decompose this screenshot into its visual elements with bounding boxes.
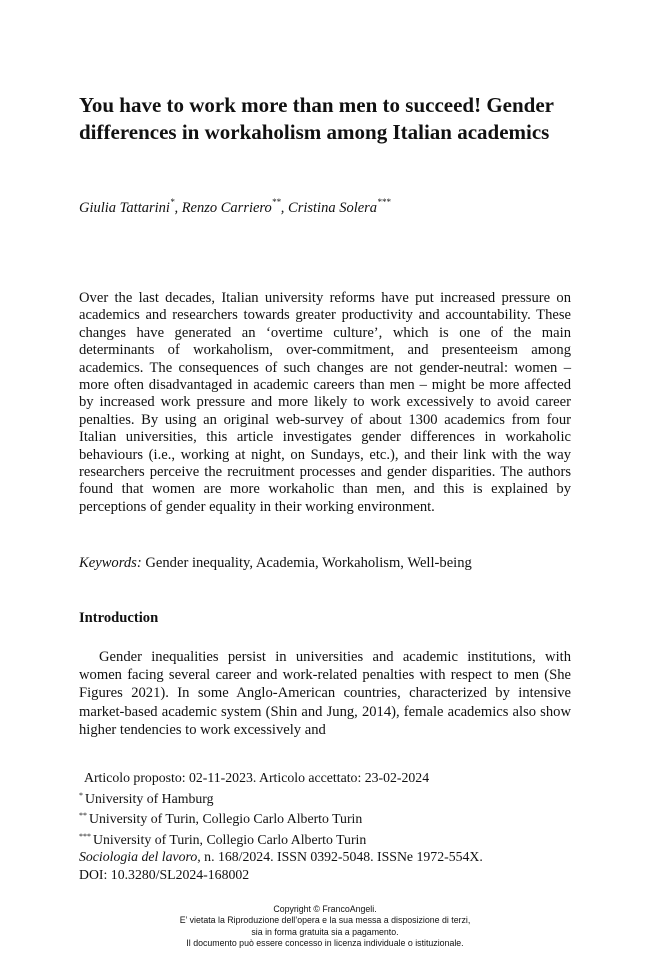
affiliation-mark: ** (79, 811, 87, 821)
article-title: You have to work more than men to succeed! Gender differences in workaholism among Italian academics (79, 93, 554, 144)
affiliation-text: University of Turin, Collegio Carlo Alberto Turin (89, 811, 363, 827)
copyright-line: sia in forma gratuita sia a pagamento. (251, 926, 399, 937)
doi: DOI: 10.3280/SL2024-168002 (79, 866, 250, 882)
author-name: Renzo Carriero (181, 200, 272, 216)
affiliation-note (79, 787, 579, 808)
section-heading-introduction: Introduction (79, 610, 159, 626)
copyright-line: Copyright © FrancoAngeli. (273, 904, 377, 914)
copyright-line: Il documento può essere concesso in licenza individuale o istituzionale. (186, 938, 464, 949)
journal-citation (79, 848, 579, 866)
author-separator: , (280, 200, 289, 216)
introduction-paragraph: Gender inequalities persist in universities and academic institutions, with women facing several career and work-related penalties with respect to men (She Figures 2021). In some Anglo-American countries, characterized by intensive market-based academic system (Shin and Jung, 2014), female academics also show higher tendencies to work excessively and (79, 649, 571, 738)
author-list (79, 197, 599, 217)
keywords (79, 555, 571, 572)
affiliation-text: University of Turin, Collegio Carlo Alberto Turin (93, 831, 367, 847)
keywords-label: Keywords: (79, 555, 142, 571)
affiliation-mark: * (79, 790, 83, 800)
submission-dates: Articolo proposto: 02-11-2023. Articolo accettato: 23-02-2024 (84, 770, 430, 785)
author-affiliation-mark: * (169, 197, 175, 207)
author-name: Cristina Solera (288, 200, 378, 216)
affiliation-text: University of Hamburg (85, 790, 214, 806)
keywords-text: Gender inequality, Academia, Workaholism, Well-being (141, 555, 472, 571)
author-affiliation-mark: ** (271, 197, 281, 207)
author-separator: , (174, 200, 182, 216)
author-affiliation-mark: *** (377, 197, 391, 207)
affiliation-note (79, 828, 579, 849)
copyright-line: E’ vietata la Riproduzione dell’opera e la sua messa a disposizione di terzi, (179, 915, 471, 926)
copyright-notice (0, 904, 650, 950)
footnotes (79, 769, 579, 884)
author-name: Giulia Tattarini (79, 200, 170, 216)
affiliation-note (79, 807, 579, 828)
abstract: Over the last decades, Italian university reforms have put increased pressure on academics and researchers towards greater productivity and accountability. These changes have generated an ‘overtime culture’, which is one of the main determinants of workaholism, over-commitment, and presenteeism among academics. The consequences of such changes are not gender-neutral: women – more often disadvantaged in academic careers than men – might be more affected by increased work pressure and more likely to work excessively to avoid career penalties. By using an original web-survey of about 1300 academics from four Italian universities, this article investigates gender differences in workaholic behaviours (i.e., working at night, on Sundays, etc.), and their link with the way researchers perceive the recruitment processes and gender disparities. The authors found that women are more workaholic than men, and this is explained by perceptions of gender equality in their working environment. (79, 290, 571, 515)
journal-details: , n. 168/2024. ISSN 0392-5048. ISSNe 1972-554X. (197, 849, 483, 865)
affiliation-mark: *** (79, 831, 91, 841)
journal-name: Sociologia del lavoro (79, 849, 198, 865)
